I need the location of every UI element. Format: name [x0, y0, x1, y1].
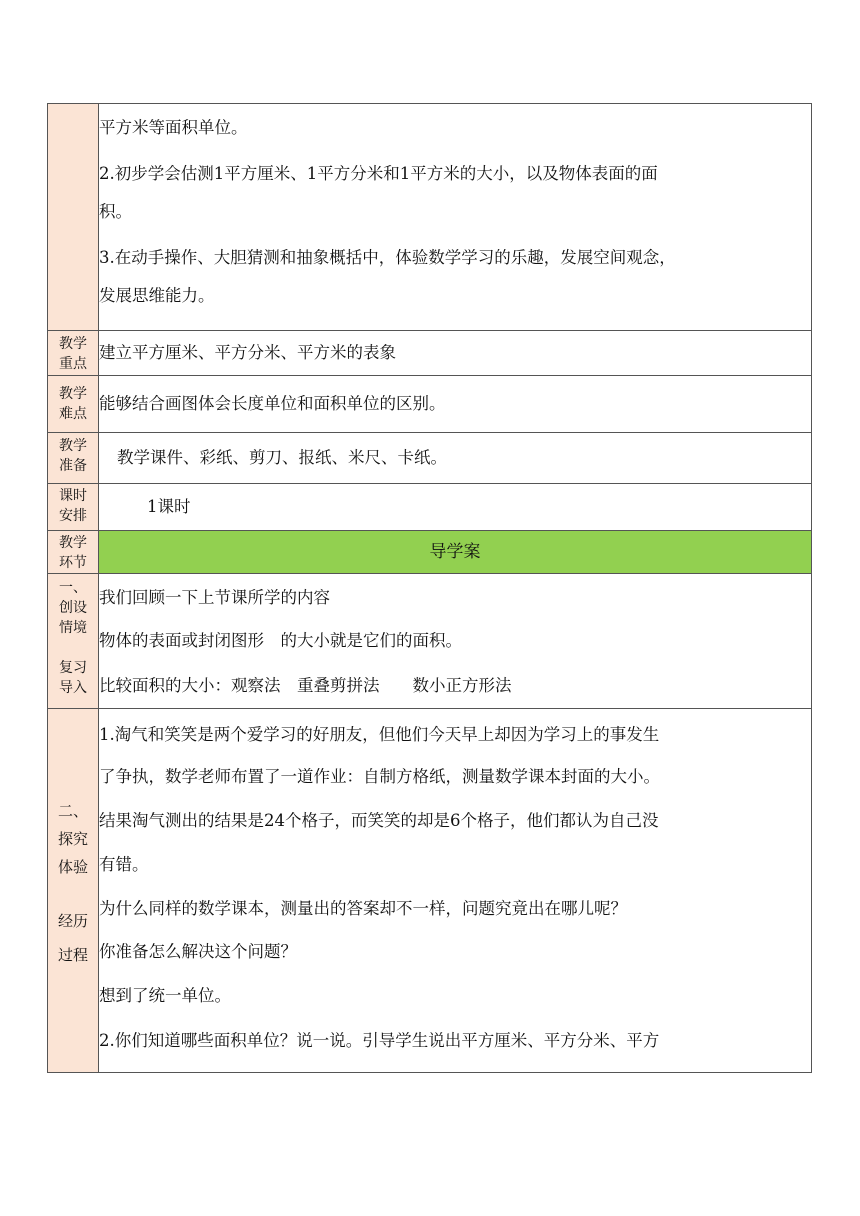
difficulties-row: [48, 376, 812, 433]
preparation-row: [48, 433, 812, 484]
section2-line-5: 为什么同样的数学课本，测量出的答案却不一样，问题究竟出在哪儿呢？: [99, 899, 627, 918]
section2-line-8: 2.你们知道哪些面积单位？说一说。引导学生说出平方厘米、平方分米、平方: [99, 1031, 660, 1050]
difficulties-label: [48, 376, 99, 433]
difficulties-label-line-1: 教学: [59, 386, 87, 402]
section1-label-line-3: 情境: [59, 620, 87, 636]
objectives-row: [48, 104, 812, 331]
section1-line-1: 我们回顾一下上节课所学的内容: [99, 588, 330, 607]
objectives-line-1: 平方米等面积单位。: [99, 118, 248, 137]
key-points-label: [48, 331, 99, 376]
section2-line-6: 你准备怎么解决这个问题？: [99, 942, 297, 961]
schedule-text: 1课时: [147, 497, 191, 516]
objectives-line-2: 2.初步学会估测1平方厘米、1平方分米和1平方米的大小，以及物体表面的面: [99, 164, 658, 183]
steps-header-row: [48, 531, 812, 574]
schedule-label-line-1: 课时: [59, 488, 87, 504]
objectives-line-3: 积。: [99, 202, 132, 221]
key-points-row: [48, 331, 812, 376]
objectives-content: [99, 104, 812, 331]
steps-header-title: 导学案: [99, 531, 812, 574]
section2-line-2: 了争执，数学老师布置了一道作业：自制方格纸，测量数学课本封面的大小。: [99, 767, 660, 786]
section1-label-line-5: 导入: [59, 680, 87, 696]
objectives-label: [48, 104, 99, 331]
section2-label-line-1: 二、: [57, 802, 88, 820]
section1-label-line-2: 创设: [59, 600, 87, 616]
section1-line-3: 比较面积的大小：观察法 重叠剪拼法 数小正方形法: [99, 676, 512, 695]
preparation-label-line-1: 教学: [59, 438, 87, 454]
section2-line-3: 结果淘气测出的结果是24个格子，而笑笑的却是6个格子，他们都认为自己没: [99, 811, 659, 830]
section2-label-line-3: 体验: [57, 858, 88, 876]
preparation-content: [99, 433, 812, 484]
difficulties-label-line-2: 难点: [59, 406, 87, 422]
objectives-line-4: 3.在动手操作、大胆猜测和抽象概括中，体验数学学习的乐趣，发展空间观念，: [99, 248, 676, 267]
steps-header-label: [48, 531, 99, 574]
section2-row: [48, 709, 812, 1073]
section2-line-1: 1.淘气和笑笑是两个爱学习的好朋友，但他们今天早上却因为学习上的事发生: [99, 725, 660, 744]
section1-label: [48, 574, 99, 709]
preparation-text: 教学课件、彩纸、剪刀、报纸、米尺、卡纸。: [117, 448, 447, 467]
section2-label-line-2: 探究: [57, 830, 88, 848]
steps-header-label-line-2: 环节: [59, 555, 87, 571]
preparation-label: [48, 433, 99, 484]
section1-label-line-1: 一、: [59, 580, 87, 596]
section1-row: [48, 574, 812, 709]
section2-label: [48, 709, 99, 1073]
key-points-text: 建立平方厘米、平方分米、平方米的表象: [99, 343, 396, 362]
schedule-label: [48, 484, 99, 531]
schedule-content: [99, 484, 812, 531]
key-points-content: [99, 331, 812, 376]
section2-line-7: 想到了统一单位。: [99, 986, 231, 1005]
preparation-label-line-2: 准备: [59, 458, 87, 474]
section2-content: [99, 709, 812, 1073]
section1-line-2: 物体的表面或封闭图形 的大小就是它们的面积。: [99, 631, 462, 650]
section1-label-line-4: 复习: [59, 660, 87, 676]
schedule-label-line-2: 安排: [59, 508, 87, 524]
schedule-row: [48, 484, 812, 531]
difficulties-content: [99, 376, 812, 433]
section2-line-4: 有错。: [99, 855, 149, 874]
section2-label-line-5: 过程: [57, 946, 88, 964]
key-points-label-line-1: 教学: [59, 336, 87, 352]
steps-header-label-line-1: 教学: [59, 535, 87, 551]
objectives-line-5: 发展思维能力。: [99, 286, 215, 305]
lesson-plan-table: [47, 103, 812, 1073]
section1-content: [99, 574, 812, 709]
key-points-label-line-2: 重点: [59, 356, 87, 372]
difficulties-text: 能够结合画图体会长度单位和面积单位的区别。: [99, 394, 446, 413]
section2-label-line-4: 经历: [57, 912, 88, 930]
